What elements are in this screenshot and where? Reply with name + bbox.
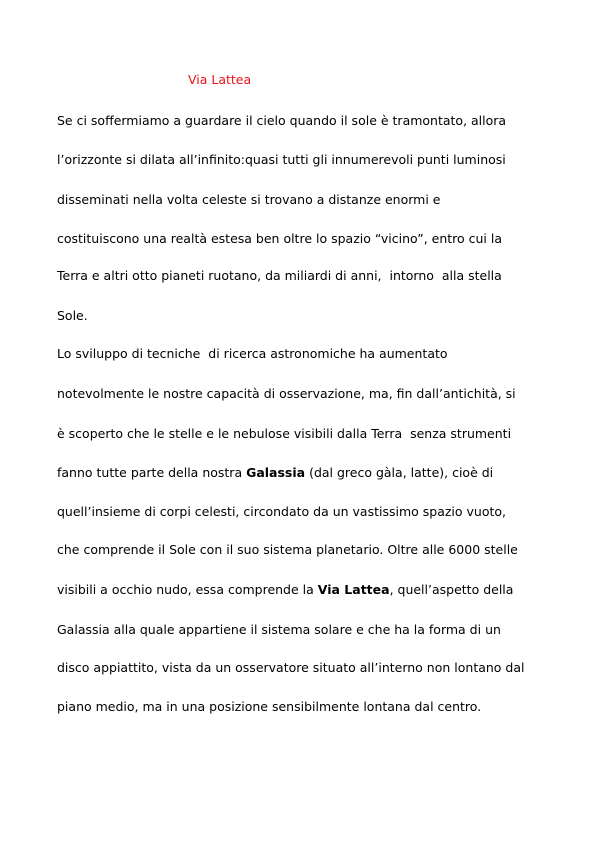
paragraph-1-line-3: disseminati nella volta celeste si trovano a distanze enormi e	[57, 192, 441, 207]
via-lattea-bold: Via Lattea	[317, 582, 390, 597]
paragraph-2-line-9: disco appiattito, vista da un osservatore situato all’interno non lontano dal	[57, 660, 525, 675]
paragraph-2-line-7	[57, 582, 513, 598]
paragraph-1-line-1: Se ci soffermiamo a guardare il cielo quando il sole è tramontato, allora	[57, 113, 507, 128]
line-text: (dal greco gàla, latte), cioè di	[305, 465, 494, 480]
paragraph-2-line-1: Lo sviluppo di tecniche di ricerca astronomiche ha aumentato	[57, 346, 448, 361]
paragraph-2-line-2: notevolmente le nostre capacità di osservazione, ma, fin dall’antichità, si	[57, 386, 516, 401]
paragraph-2-line-6: che comprende il Sole con il suo sistema planetario. Oltre alle 6000 stelle	[57, 542, 518, 557]
paragraph-1-line-6: Sole.	[57, 308, 88, 323]
galassia-bold: Galassia	[246, 465, 306, 480]
line-text: , quell’aspetto della	[389, 582, 514, 597]
paragraph-2-line-3: è scoperto che le stelle e le nebulose visibili dalla Terra senza strumenti	[57, 426, 512, 441]
paragraph-2-line-4	[57, 465, 493, 481]
line-text: fanno tutte parte della nostra	[57, 465, 247, 480]
paragraph-2-line-5: quell’insieme di corpi celesti, circondato da un vastissimo spazio vuoto,	[57, 504, 507, 519]
paragraph-1-line-4: costituiscono una realtà estesa ben oltre lo spazio “vicino”, entro cui la	[57, 231, 503, 246]
paragraph-2-line-10: piano medio, ma in una posizione sensibilmente lontana dal centro.	[57, 699, 482, 714]
paragraph-1-line-2: l’orizzonte si dilata all’infinito:quasi tutti gli innumerevoli punti luminosi	[57, 152, 506, 167]
paragraph-1-line-5: Terra e altri otto pianeti ruotano, da miliardi di anni, intorno alla stella	[57, 268, 502, 283]
paragraph-2-line-8: Galassia alla quale appartiene il sistema solare e che ha la forma di un	[57, 622, 501, 637]
line-text: visibili a occhio nudo, essa comprende la	[57, 582, 318, 597]
document-title: Via Lattea	[188, 72, 252, 87]
